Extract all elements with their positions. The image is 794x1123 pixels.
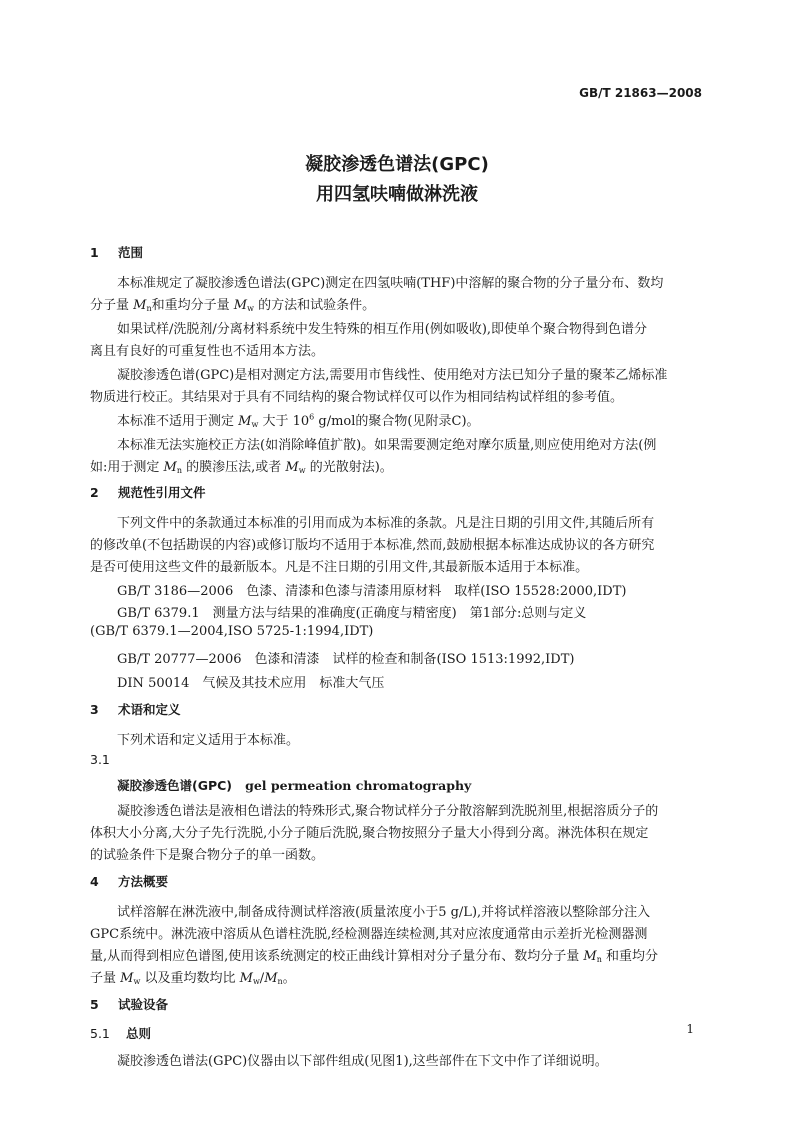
text: 和重均分 bbox=[606, 949, 659, 964]
text: g/mol的聚合物(见附录C)。 bbox=[318, 414, 480, 429]
standard-number: GB/T 21863—2008 bbox=[579, 86, 702, 100]
s4-line1: 试样溶解在淋洗液中,制备成待测试样溶液(质量浓度小于5 g/L),并将试样溶液以整除部分注入 bbox=[117, 905, 651, 920]
s1-p4 bbox=[117, 410, 733, 429]
text: 如:用于测定 bbox=[90, 460, 160, 475]
subscript-n: n bbox=[176, 466, 182, 475]
reference-1: GB/T 3186—2006 色漆、清漆和色漆与清漆用原材料 取样(ISO 15528:2000,IDT) bbox=[117, 584, 627, 599]
s3-intro: 下列术语和定义适用于本标准。 bbox=[117, 733, 300, 748]
symbol-m: M bbox=[264, 971, 278, 986]
section-number: 3 bbox=[90, 702, 99, 717]
symbol-m: M bbox=[233, 298, 248, 313]
subscript-w: w bbox=[133, 977, 141, 986]
section-number: 1 bbox=[90, 245, 99, 260]
symbol-m: M bbox=[238, 414, 252, 429]
subscript-n: n bbox=[146, 304, 152, 313]
symbol-m: M bbox=[285, 460, 299, 475]
s1-p1-line1: 本标准规定了凝胶渗透色谱法(GPC)测定在四氢呋喃(THF)中溶解的聚合物的分子量分布、数均 bbox=[117, 276, 664, 291]
text: 的光散射法)。 bbox=[309, 460, 393, 475]
section-title: 试验设备 bbox=[118, 997, 169, 1012]
subscript-w: w bbox=[247, 304, 254, 313]
s4-line4: 子量 $M_w$ 以及重均数均比 $M_w/M_n$。 bbox=[90, 971, 296, 986]
s4-line2: GPC系统中。淋洗液中溶质从色谱柱洗脱,经检测器连续检测,其对应浓度通常由示差折光检测器测 bbox=[90, 927, 648, 942]
text: 的膜渗压法,或者 bbox=[186, 460, 282, 475]
subsection-number: 5.1 bbox=[90, 1026, 110, 1041]
s2-p1-line2: 的修改单(不包括勘误的内容)或修订版均不适用于本标准,然而,鼓励根据本标准达成协议的各方研究 bbox=[90, 538, 655, 553]
s2-p1-line3: 是否可使用这些文件的最新版本。凡是不注日期的引用文件,其最新版本适用于本标准。 bbox=[90, 560, 589, 575]
section-2-heading bbox=[90, 483, 206, 501]
text: 本标准不适用于测定 bbox=[117, 414, 235, 429]
subsection-5-1-heading bbox=[90, 1024, 151, 1042]
reference-2-line2: (GB/T 6379.1—2004,ISO 5725-1:1994,IDT) bbox=[90, 624, 374, 639]
reference-4: DIN 50014 气候及其技术应用 标准大气压 bbox=[117, 676, 385, 691]
text: 的方法和试验条件。 bbox=[258, 298, 376, 313]
subscript-w: w bbox=[298, 466, 306, 475]
term-3-1 bbox=[117, 776, 471, 794]
section-title: 方法概要 bbox=[118, 874, 169, 889]
s3-def-line3: 的试验条件下是聚合物分子的单一函数。 bbox=[90, 848, 325, 863]
s5-line1: 凝胶渗透色谱法(GPC)仪器由以下部件组成(见图1),这些部件在下文中作了详细说明。 bbox=[117, 1054, 608, 1069]
s1-p3-line2: 物质进行校正。其结果对于具有不同结构的聚合物试样仅可以作为相同结构试样组的参考值。 bbox=[90, 390, 624, 405]
text: 量,从而得到相应色谱图,使用该系统测定的校正曲线计算相对分子量分布、数均分子量 bbox=[90, 949, 580, 964]
subsection-3-1-number: 3.1 bbox=[90, 752, 110, 767]
page-number: 1 bbox=[686, 1022, 694, 1036]
section-title: 规范性引用文件 bbox=[118, 485, 206, 500]
section-5-heading bbox=[90, 995, 168, 1013]
document-title-line-1: 凝胶渗透色谱法(GPC) bbox=[305, 154, 489, 175]
text: 大于 bbox=[262, 414, 289, 429]
symbol-m: M bbox=[133, 298, 147, 313]
section-title: 范围 bbox=[118, 245, 144, 260]
s1-p5-line1: 本标准无法实施校正方法(如消除峰值扩散)。如果需要测定绝对摩尔质量,则应使用绝对方法(例 bbox=[117, 438, 657, 453]
s1-p2-line1: 如果试样/洗脱剂/分离材料系统中发生特殊的相互作用(例如吸收),即使单个聚合物得到色谱分 bbox=[117, 322, 648, 337]
section-1-heading bbox=[90, 243, 143, 261]
document-title-line-2: 用四氢呋喃做淋洗液 bbox=[316, 184, 478, 205]
s1-p2-line2: 离且有良好的可重复性也不适用本方法。 bbox=[90, 344, 325, 359]
section-3-heading bbox=[90, 700, 181, 718]
number-ten: 10 bbox=[292, 414, 310, 429]
section-title: 术语和定义 bbox=[118, 702, 181, 717]
term-english: gel permeation chromatography bbox=[245, 778, 472, 793]
s2-p1-line1: 下列文件中的条款通过本标准的引用而成为本标准的条款。凡是注日期的引用文件,其随后所有 bbox=[117, 516, 655, 531]
exponent: 6 bbox=[309, 412, 315, 422]
s1-p3-line1: 凝胶渗透色谱(GPC)是相对测定方法,需要用市售线性、使用绝对方法已知分子量的聚苯乙烯标准 bbox=[117, 368, 668, 383]
symbol-m: M bbox=[120, 971, 134, 986]
subscript-n: n bbox=[277, 977, 283, 986]
subscript-w: w bbox=[252, 977, 260, 986]
section-number: 2 bbox=[90, 485, 99, 500]
s4-line3 bbox=[90, 945, 706, 964]
subsection-title: 总则 bbox=[126, 1026, 152, 1041]
section-4-heading bbox=[90, 872, 168, 890]
s3-def-line1: 凝胶渗透色谱法是液相色谱法的特殊形式,聚合物试样分子分散溶解到洗脱剂里,根据溶质分子的 bbox=[117, 804, 659, 819]
reference-3: GB/T 20777—2006 色漆和清漆 试样的检查和制备(ISO 1513:1992,IDT) bbox=[117, 652, 575, 667]
section-number: 4 bbox=[90, 874, 99, 889]
text: 子量 bbox=[90, 971, 117, 986]
s1-p5-line2 bbox=[90, 456, 706, 475]
term-chinese: 凝胶渗透色谱(GPC) bbox=[117, 778, 233, 793]
reference-2-line1: GB/T 6379.1 测量方法与结果的准确度(正确度与精密度) 第1部分:总则与定义 bbox=[117, 606, 587, 621]
text: 以及重均数均比 bbox=[144, 971, 236, 986]
symbol-m: M bbox=[163, 460, 177, 475]
symbol-m: M bbox=[239, 971, 253, 986]
s3-def-line2: 体积大小分离,大分子先行洗脱,小分子随后洗脱,聚合物按照分子量大小得到分离。淋洗体积在规定 bbox=[90, 826, 649, 841]
subscript-n: n bbox=[596, 955, 602, 964]
text: 和重均分子量 bbox=[151, 298, 230, 313]
section-number: 5 bbox=[90, 997, 99, 1012]
s1-p1-line2 bbox=[90, 294, 706, 313]
subscript-w: w bbox=[251, 420, 259, 429]
text: 分子量 bbox=[90, 298, 130, 313]
text: 。 bbox=[282, 971, 296, 986]
symbol-m: M bbox=[583, 949, 597, 964]
